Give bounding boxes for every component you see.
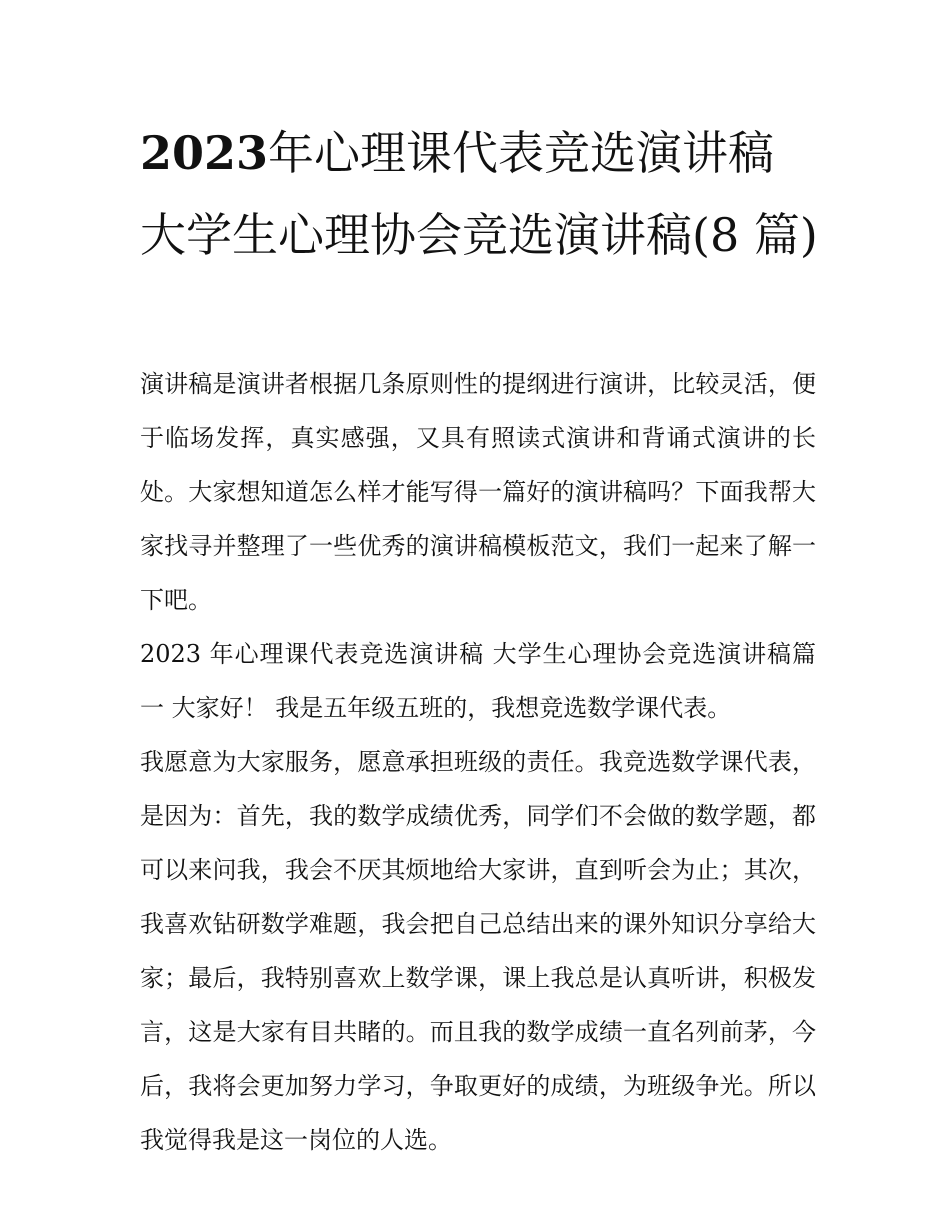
intro-paragraph: 演讲稿是演讲者根据几条原则性的提纲进行演讲，比较灵活，便于临场发挥，真实感强，又具有照读式演讲和背诵式演讲的长处。大家想知道怎么样才能写得一篇好的演讲稿吗？下面我帮大家找寻并整理了一些优秀的演讲稿模板范文，我们一起来了解一下吧。 [140,370,816,614]
speech-body-paragraph: 我愿意为大家服务，愿意承担班级的责任。我竞选数学课代表，是因为：首先，我的数学成绩优秀，同学们不会做的数学题，都可以来问我，我会不厌其烦地给大家讲，直到听会为止；其次，我喜欢钻研数学难题，我会把自己总结出来的课外知识分享给大家；最后，我特别喜欢上数学课，课上我总是认真听讲，积极发言，这是大家有目共睹的。而且我的数学成绩一直名列前茅，今后，我将会更加努力学习，争取更好的成绩，为班级争光。所以我觉得我是这一岗位的人选。 [140,748,816,1154]
document-title [140,112,820,276]
speech-heading-paragraph: 2023 年心理课代表竞选演讲稿 大学生心理协会竞选演讲稿篇一 大家好！ 我是五年级五班的，我想竞选数学课代表。 [140,640,816,722]
title-year: 2023 [140,126,269,180]
title-text: 年心理课代表竞选演讲稿 大学生心理协会竞选演讲稿(8 篇) [140,126,818,262]
document-body [140,357,816,1167]
